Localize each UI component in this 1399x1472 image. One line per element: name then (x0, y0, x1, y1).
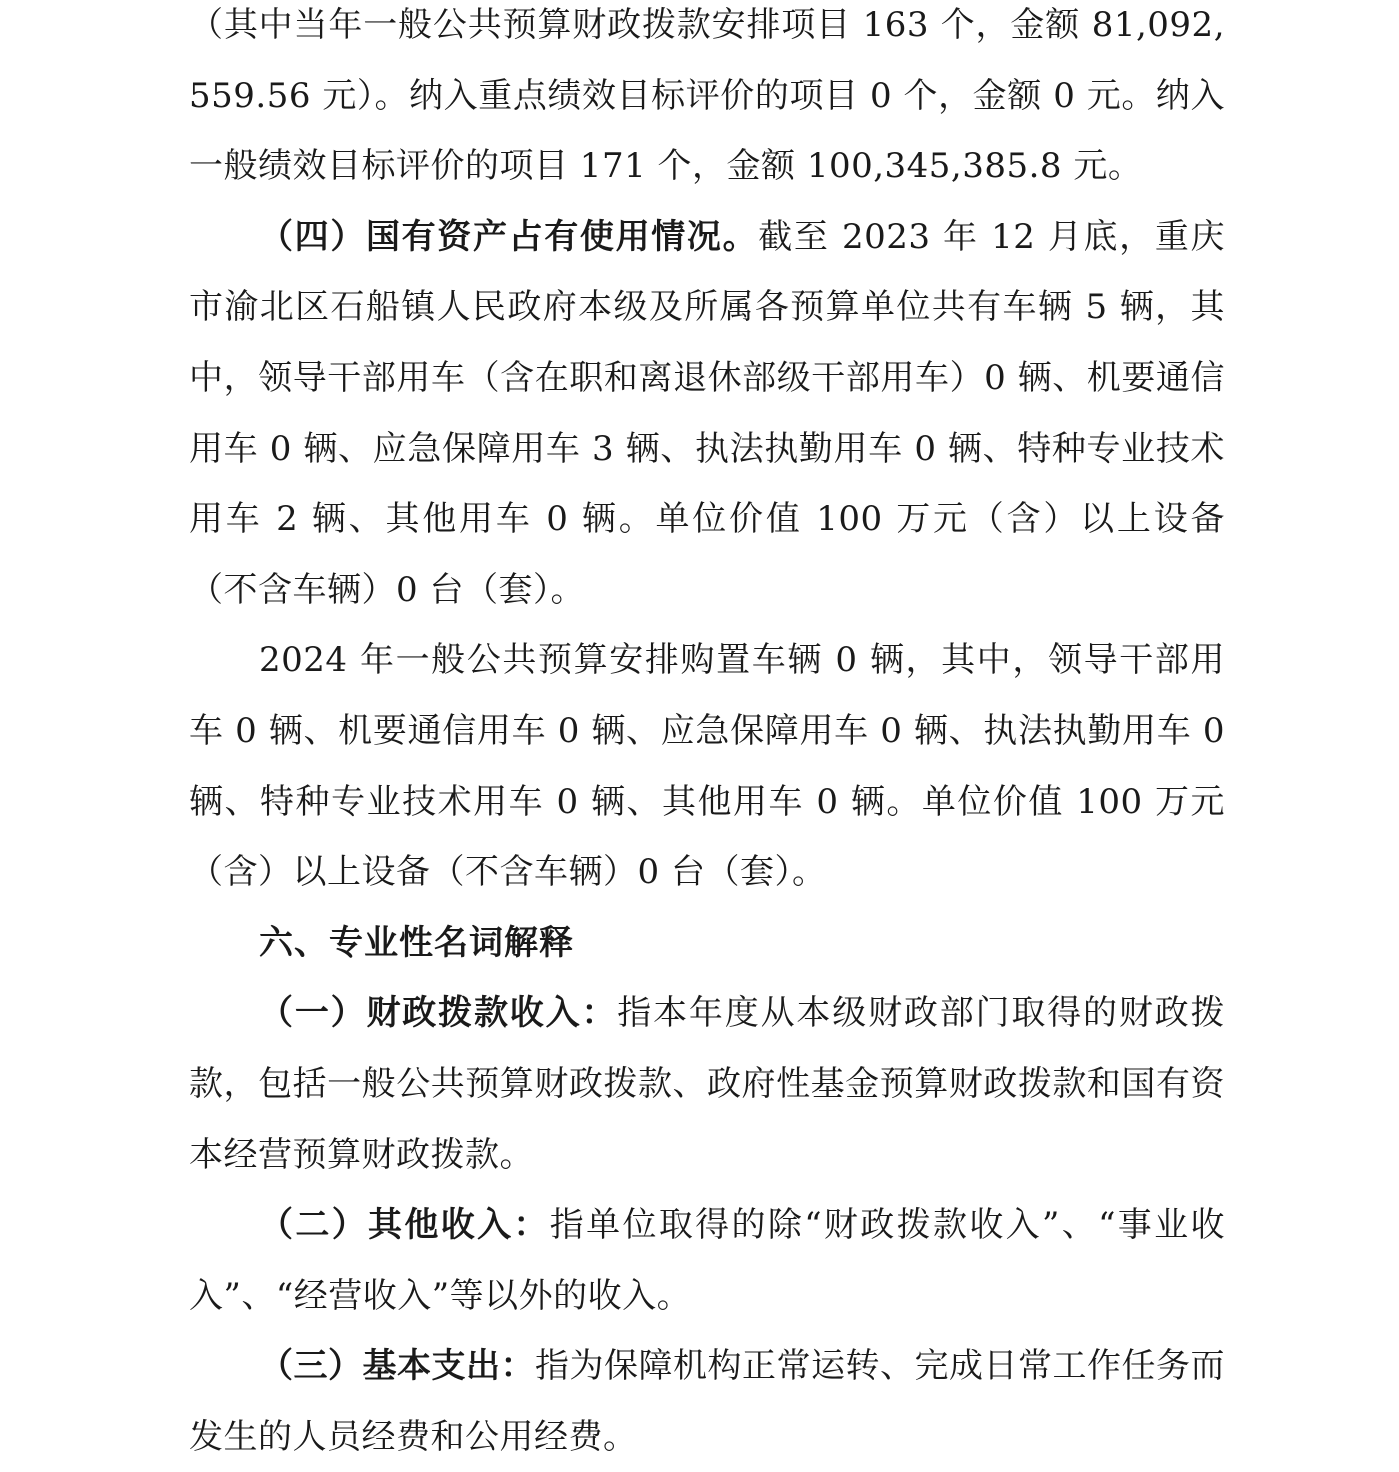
term-item-fiscal-appropriation (189, 978, 1225, 1190)
section-heading-terms: 六、专业性名词解释 (259, 922, 574, 963)
paragraph-project-performance: （其中当年一般公共预算财政拨款安排项目 163 个，金额 81,092,559.56 元）。纳入重点绩效目标评价的项目 0 个，金额 0 元。纳入一般绩效目标评价的项目 171 个，金额 100,345,385.8 元。 (189, 5, 1225, 187)
term-label: （三）基本支出： (259, 1346, 535, 1387)
term-definition: 指本年度从本级财政部门取得的财政拨款，包括一般公共预算财政拨款、政府性基金预算财政拨款和国有资本经营预算财政拨款。 (189, 993, 1226, 1175)
term-item-other-income (189, 1190, 1225, 1331)
paragraph-vehicle-purchase-2024: 2024 年一般公共预算安排购置车辆 0 辆，其中，领导干部用车 0 辆、机要通信用车 0 辆、应急保障用车 0 辆、执法执勤用车 0 辆、特种专业技术用车 0 辆、其他用车 0 辆。单位价值 100 万元（含）以上设备（不含车辆）0 台（套）。 (189, 640, 1225, 893)
paragraph-state-assets (189, 202, 1225, 626)
document-page (189, 0, 1225, 1472)
state-assets-heading: （四）国有资产占有使用情况。 (259, 216, 759, 257)
term-item-basic-expenditure (189, 1331, 1225, 1472)
state-assets-body: 截至 2023 年 12 月底，重庆市渝北区石船镇人民政府本级及所属各预算单位共有车辆 5 辆，其中，领导干部用车（含在职和离退休部级干部用车）0 辆、机要通信用车 0 辆、应急保障用车 3 辆、执法执勤用车 0 辆、特种专业技术用车 2 辆、其他用车 0 辆。单位价值 100 万元（含）以上设备（不含车辆）0 台（套）。 (189, 216, 1226, 610)
term-label: （二）其他收入： (259, 1205, 550, 1246)
term-definition: 指为保障机构正常运转、完成日常工作任务而发生的人员经费和公用经费。 (189, 1346, 1225, 1457)
term-definition: 指单位取得的除“财政拨款收入”、“事业收入”、“经营收入”等以外的收入。 (189, 1205, 1226, 1316)
term-label: （一）财政拨款收入： (259, 993, 618, 1034)
